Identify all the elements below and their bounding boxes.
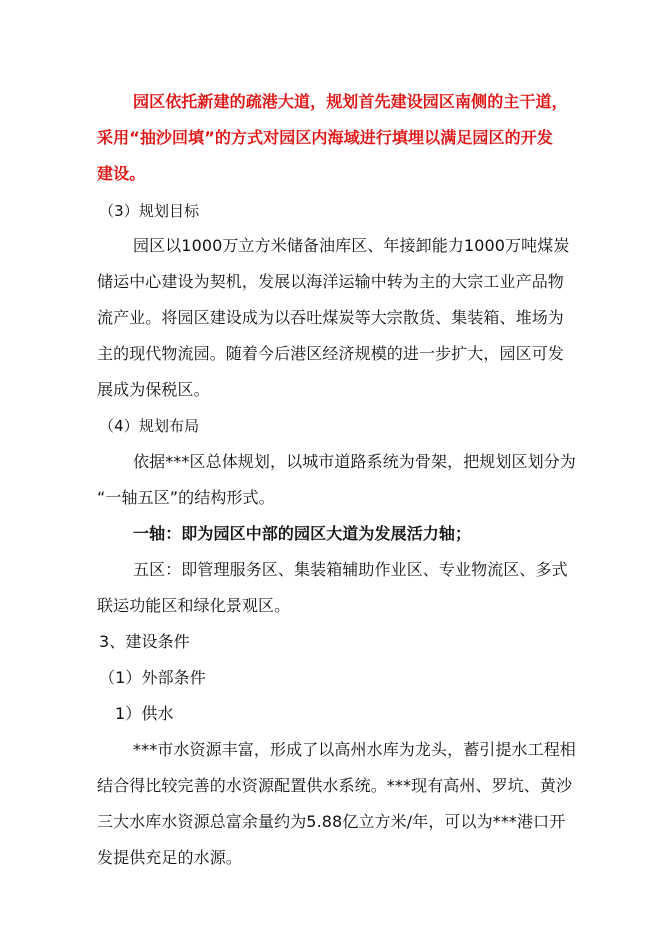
intro-line-1: 园区依托新建的疏港大道，规划首先建设园区南侧的主干道， — [133, 92, 568, 111]
layout-heading: （4）规划布局 — [99, 417, 200, 435]
water-line-4: 发提供充足的水源。 — [97, 848, 242, 867]
target-line-2: 储运中心建设为契机，发展以海洋运输中转为主的大宗工业产品物 — [97, 272, 564, 291]
target-line-5: 展成为保税区。 — [97, 380, 210, 399]
external-heading: （1）外部条件 — [99, 668, 206, 687]
water-line-2: 结合得比较完善的水资源配置供水系统。***现有高州、罗坑、黄沙 — [97, 776, 573, 795]
zones-line-1: 五区：即管理服务区、集装箱辅助作业区、专业物流区、多式 — [133, 560, 568, 579]
intro-line-3: 建设。 — [97, 164, 146, 183]
target-line-4: 主的现代物流园。随着今后港区经济规模的进一步扩大，园区可发 — [97, 344, 564, 363]
section3-heading: 3、建设条件 — [99, 632, 190, 651]
intro-line-2: 采用“抽沙回填”的方式对园区内海域进行填埋以满足园区的开发 — [97, 128, 553, 147]
target-line-1: 园区以1000万立方米储备油库区、年接卸能力1000万吨煤炭 — [133, 236, 570, 255]
water-heading: 1）供水 — [115, 704, 174, 723]
target-heading: （3）规划目标 — [99, 202, 200, 220]
zones-line-2: 联运功能区和绿化景观区。 — [97, 596, 291, 615]
target-line-3: 流产业。将园区建设成为以吞吐煤炭等大宗散货、集装箱、堆场为 — [97, 308, 564, 327]
layout-line-1: 依据***区总体规划，以城市道路系统为骨架，把规划区划分为 — [133, 452, 576, 471]
water-line-3: 三大水库水资源总富余量约为5.88亿立方米/年，可以为***港口开 — [97, 812, 566, 831]
water-line-1: ***市水资源丰富，形成了以高州水库为龙头，蓄引提水工程相 — [133, 740, 576, 759]
axis-line: 一轴：即为园区中部的园区大道为发展活力轴； — [133, 524, 472, 543]
layout-line-2: “一轴五区”的结构形式。 — [97, 488, 275, 507]
